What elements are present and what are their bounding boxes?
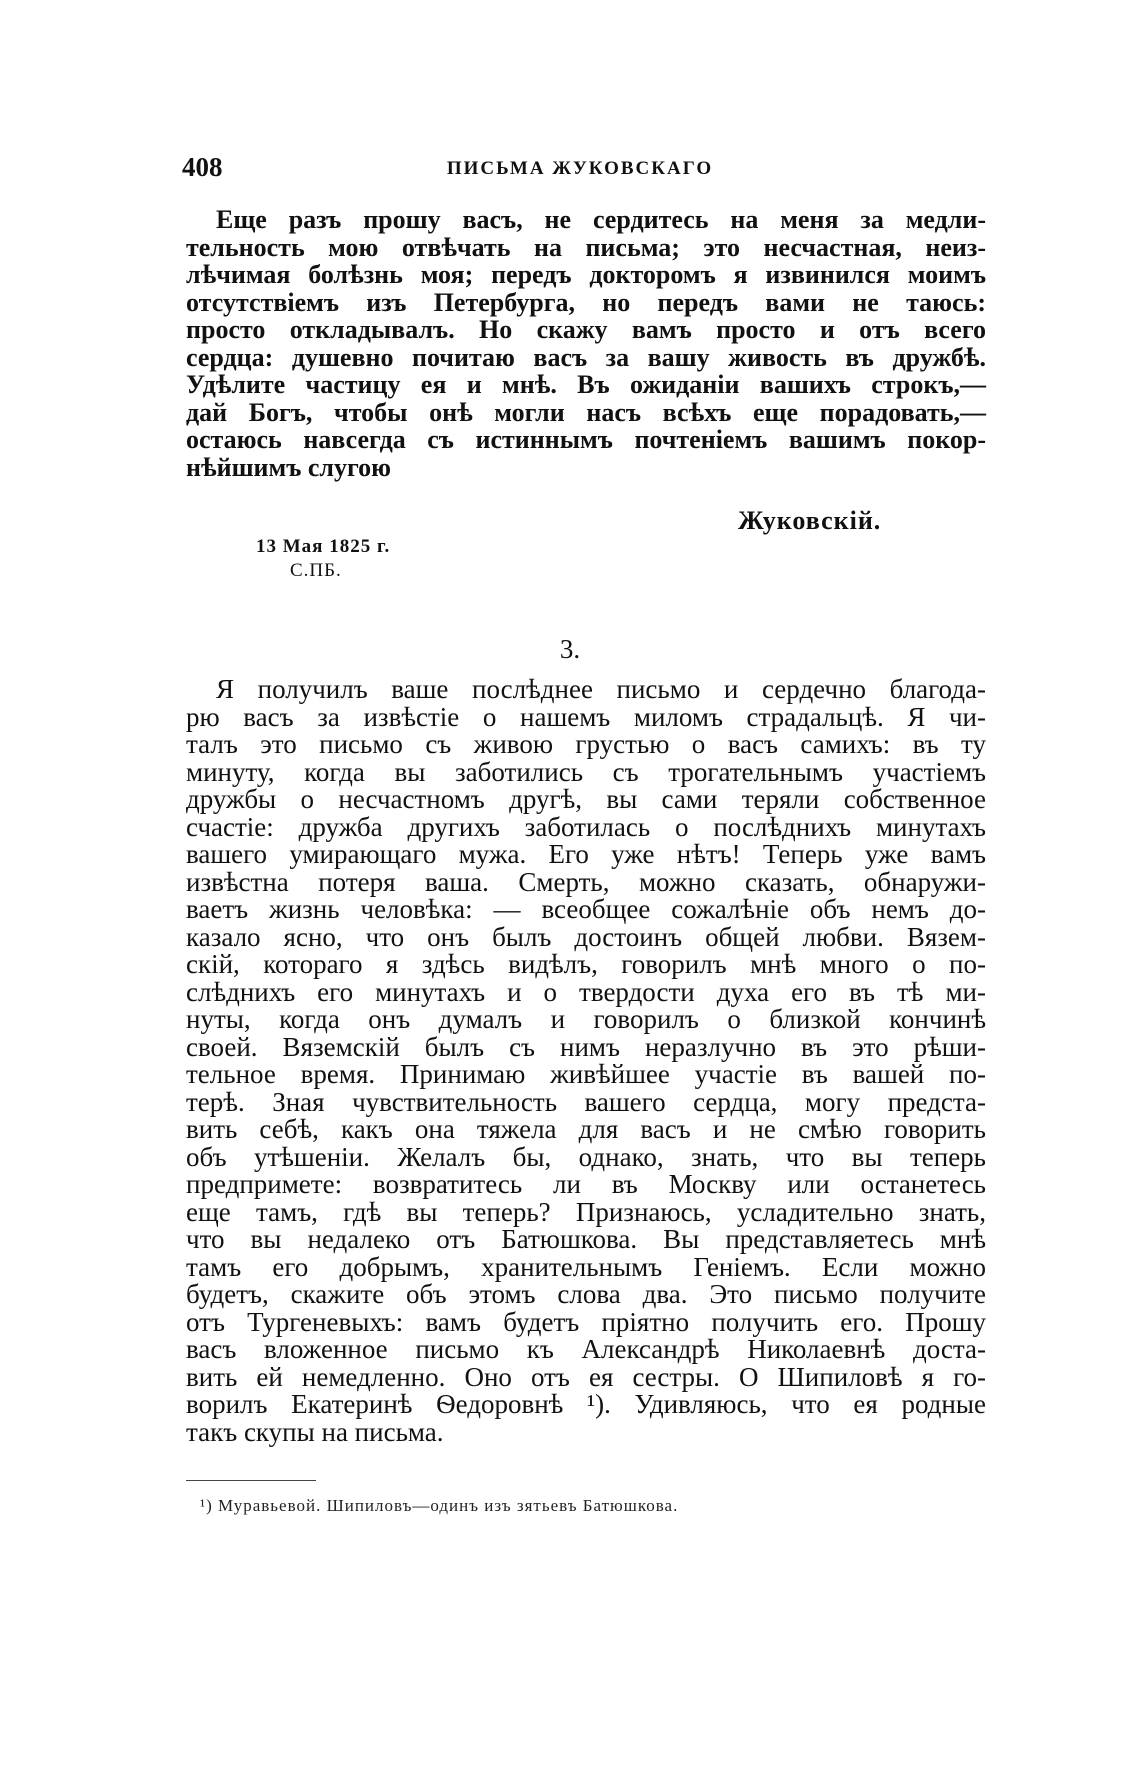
text-line: васъ вложенное письмо къ Александрѣ Николаевнѣ доста- [186, 1334, 986, 1364]
signature: Жуковскій. [738, 506, 882, 535]
text-line: Удѣлите частицу ея и мнѣ. Въ ожиданіи вашихъ строкъ,— [186, 370, 986, 399]
text-line: вашего умирающаго мужа. Его уже нѣтъ! Теперь уже вамъ [186, 839, 986, 869]
text-line: тельность мою отвѣчать на письма; это несчастная, неиз- [186, 232, 986, 262]
letter-number: 3. [559, 634, 581, 664]
text-line: вить себѣ, какъ она тяжела для васъ и не смѣю говорить [186, 1114, 986, 1144]
text-line: отъ Тургеневыхъ: вамъ будетъ пріятно получить его. Прошу [186, 1306, 986, 1337]
text-line: терѣ. Зная чувствительность вашего сердца, могу предста- [186, 1086, 986, 1117]
text-line: отсутствіемъ изъ Петербурга, но передъ вами не таюсь: [186, 287, 986, 317]
text-line: нѣйшимъ слугою [186, 452, 392, 482]
text-line: своей. Вяземскій былъ съ нимъ неразлучно въ это рѣши- [186, 1031, 986, 1062]
text-line: счастіе: дружба другихъ заботилась о послѣднихъ минутахъ [186, 811, 986, 842]
text-line: просто откладывалъ. Но скажу вамъ просто и отъ всего [186, 315, 986, 344]
running-title: ПИСЬМА ЖУКОВСКАГО [446, 158, 714, 179]
letter-place: С.ПБ. [290, 560, 342, 581]
page-number: 408 [182, 152, 223, 182]
text-line: рю васъ за извѣстіе о нашемъ миломъ страдальцѣ. Я чи- [186, 701, 986, 732]
text-line: еще тамъ, гдѣ вы теперь? Признаюсь, усладительно знать, [186, 1196, 986, 1227]
footnote: ¹) Муравьевой. Шипиловъ—одинъ изъ зятьевъ Батюшкова. [200, 1496, 679, 1515]
text-line: лѣчимая болѣзнь моя; передъ докторомъ я извинился моимъ [186, 260, 986, 289]
text-line: что вы недалеко отъ Батюшкова. Вы представляетесь мнѣ [186, 1224, 986, 1254]
text-line: скій, котораго я здѣсь видѣлъ, говорилъ мнѣ много о по- [186, 949, 986, 979]
text-line: ваетъ жизнь человѣка: — всеобщее сожалѣніе объ немъ до- [186, 894, 986, 924]
text-line: слѣднихъ его минутахъ и о твердости духа его въ тѣ ми- [186, 976, 986, 1007]
text-line: извѣстна потеря ваша. Смерть, можно сказать, обнаружи- [186, 866, 986, 897]
text-line: дружбы о несчастномъ другѣ, вы сами теряли собственное [186, 784, 986, 814]
letter-closing-paragraph [186, 206, 986, 481]
text-line: тамъ его добрымъ, хранительнымъ Геніемъ. Если можно [186, 1251, 986, 1282]
text-line: нуты, когда онъ думалъ и говорилъ о близкой кончинѣ [186, 1004, 986, 1034]
footnote-divider [186, 1480, 316, 1481]
text-line: будетъ, скажите объ этомъ слова два. Это письмо получите [186, 1279, 986, 1309]
text-line: объ утѣшеніи. Желалъ бы, однако, знать, что вы теперь [186, 1141, 986, 1172]
letter-date: 13 Мая 1825 г. [256, 536, 391, 557]
text-line: предпримете: возвратитесь ли въ Москву или останетесь [186, 1169, 986, 1199]
text-line: ворилъ Екатеринѣ Ѳедоровнѣ ¹). Удивляюсь, что ея родные [186, 1389, 986, 1419]
text-line: сердца: душевно почитаю васъ за вашу живость въ дружбѣ. [186, 342, 986, 372]
text-line: остаюсь навсегда съ истиннымъ почтеніемъ вашимъ покор- [186, 425, 986, 454]
text-line: минуту, когда вы заботились съ трогательнымъ участіемъ [186, 756, 986, 787]
text-line: Еще разъ прошу васъ, не сердитесь на меня за медли- [216, 205, 986, 234]
text-line: талъ это письмо съ живою грустью о васъ самихъ: въ ту [186, 729, 986, 759]
text-line: тельное время. Принимаю живѣйшее участіе въ вашей по- [186, 1059, 986, 1089]
text-line: Я получилъ ваше послѣднее письмо и сердечно благода- [216, 674, 986, 704]
page-header [182, 152, 978, 192]
letter-three-paragraph [186, 676, 986, 1446]
text-line: дай Богъ, чтобы онѣ могли насъ всѣхъ еще порадовать,— [186, 397, 986, 427]
text-line: казало ясно, что онъ былъ достоинъ общей любви. Вязем- [186, 921, 986, 952]
text-line: вить ей немедленно. Оно отъ ея сестры. О Шипиловѣ я го- [186, 1361, 986, 1392]
text-line: такъ скупы на письма. [186, 1416, 444, 1447]
